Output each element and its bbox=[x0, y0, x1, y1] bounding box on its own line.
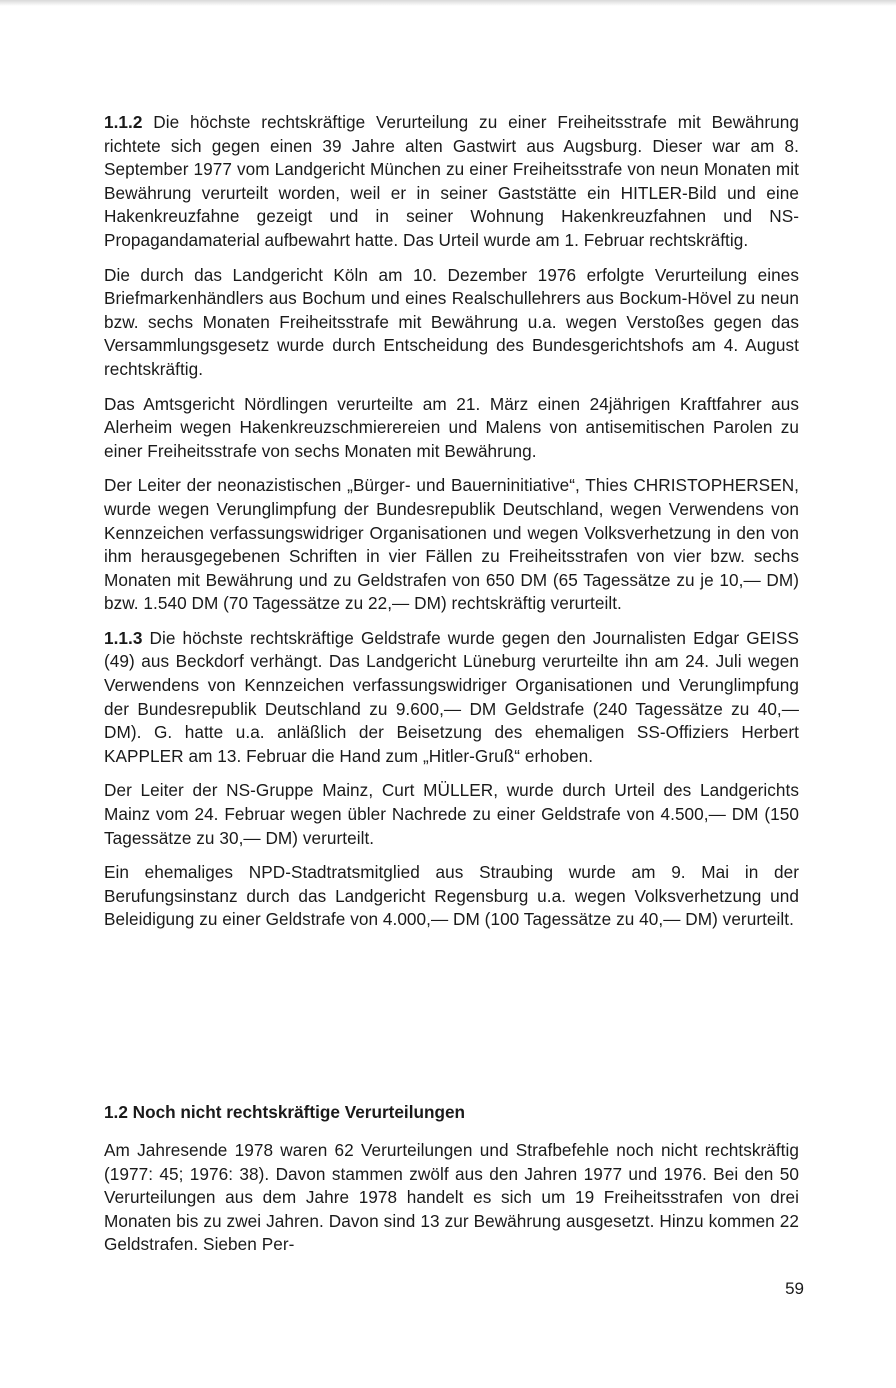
paragraph: Am Jahresende 1978 waren 62 Verurteilungen und Strafbefehle noch nicht rechtskräftig (1977: 45; 1976: 38). Davon stammen zwölf aus den Jahren 1977 und 1976. Bei den 50 Verurteilungen aus dem Jahre 1978 handelt es sich um 19 Freiheitsstrafen von drei Monaten bis zu zwei Jahren. Davon sind 13 zur Bewährung ausgesetzt. Hinzu kommen 22 Geldstrafen. Sieben Per- bbox=[104, 1140, 799, 1255]
paragraph: Das Amtsgericht Nördlingen verurteilte am 21. März einen 24jährigen Kraftfahrer aus Alerheim wegen Hakenkreuzschmierereien und Malens von antisemitischen Parolen zu einer Freiheitsstrafe von sechs Monaten mit Bewährung. bbox=[104, 393, 799, 461]
section-heading: 1.2 Noch nicht rechtskräftige Verurteilungen bbox=[104, 1102, 466, 1122]
page-number: 59 bbox=[785, 1279, 804, 1298]
section-number: 1.1.3 bbox=[104, 627, 143, 648]
paragraph-1-1-2 bbox=[104, 111, 799, 253]
paragraph: Ein ehemaliges NPD-Stadtratsmitglied aus Straubing wurde am 9. Mai in der Berufungsinstanz durch das Landgericht Regensburg u.a. wegen Volksverhetzung und Beleidigung zu einer Geldstrafe von 4.000,— DM (100 Tagessätze zu 40,— DM) verurteilt. bbox=[104, 862, 799, 930]
paragraph: Die durch das Landgericht Köln am 10. Dezember 1976 erfolgte Verurteilung eines Briefmarkenhändlers aus Bochum und eines Realschullehrers aus Bockum-Hövel zu neun bzw. sechs Monaten Freiheitsstrafe mit Bewährung u.a. wegen Verstoßes gegen das Versammlungsgesetz wurde durch Entscheidung des Bundesgerichtshofs am 4. August rechtskräftig. bbox=[104, 264, 799, 379]
section-1-2-body bbox=[104, 1139, 799, 1268]
paragraph-1-1-3 bbox=[104, 627, 799, 769]
paragraph-text: Die höchste rechtskräftige Verurteilung zu einer Freiheitsstrafe mit Bewährung richtete sich gegen einen 39 Jahre alten Gastwirt aus Augsburg. Dieser war am 8. September 1977 vom Landgericht München zu einer Freiheitsstrafe von neun Monaten mit Bewährung verurteilt worden, weil er in seiner Gaststätte ein HITLER-Bild und eine Hakenkreuzfahne gezeigt und in seiner Wohnung Hakenkreuzfahnen und NS-Propagandamaterial aufbewahrt hatte. Das Urteil wurde am 1. Februar rechtskräftig. bbox=[104, 112, 799, 250]
paragraph: Der Leiter der neonazistischen „Bürger- und Bauerninitiative“, Thies CHRISTOPHERSEN, wurde wegen Verunglimpfung der Bundesrepublik Deutschland, wegen Verwendens von Kennzeichen verfassungswidriger Organisationen und wegen Volksverhetzung in den von ihm herausgegebenen Schriften in vier Fällen zu Freiheitsstrafen von vier bzw. sechs Monaten mit Bewährung und zu Geldstrafen von 650 DM (65 Tagessätze zu je 10,— DM) bzw. 1.540 DM (70 Tagessätze zu 22,— DM) rechtskräftig verurteilt. bbox=[104, 475, 799, 614]
paragraph: Der Leiter der NS-Gruppe Mainz, Curt MÜLLER, wurde durch Urteil des Landgerichts Mainz vom 24. Februar wegen übler Nachrede zu einer Geldstrafe von 4.500,— DM (150 Tagessätze zu 30,— DM) verurteilt. bbox=[104, 780, 799, 848]
scan-edge bbox=[0, 0, 896, 6]
paragraph-text: Die höchste rechtskräftige Geldstrafe wurde gegen den Journalisten Edgar GEISS (49) aus Beckdorf verhängt. Das Landgericht Lüneburg verurteilte ihn am 24. Juli wegen Verwendens von Kennzeichen verfassungswidriger Organisationen und Verunglimpfung der Bundesrepublik Deutschland zu 9.600,— DM Geldstrafe (240 Tagessätze zu 40,— DM). G. hatte u.a. anläßlich der Beisetzung des ehemaligen SS-Offiziers Herbert KAPPLER am 13. Februar die Hand zum „Hitler-Gruß“ erhoben. bbox=[104, 627, 799, 766]
page-body bbox=[104, 111, 799, 943]
section-number: 1.1.2 bbox=[104, 112, 143, 132]
